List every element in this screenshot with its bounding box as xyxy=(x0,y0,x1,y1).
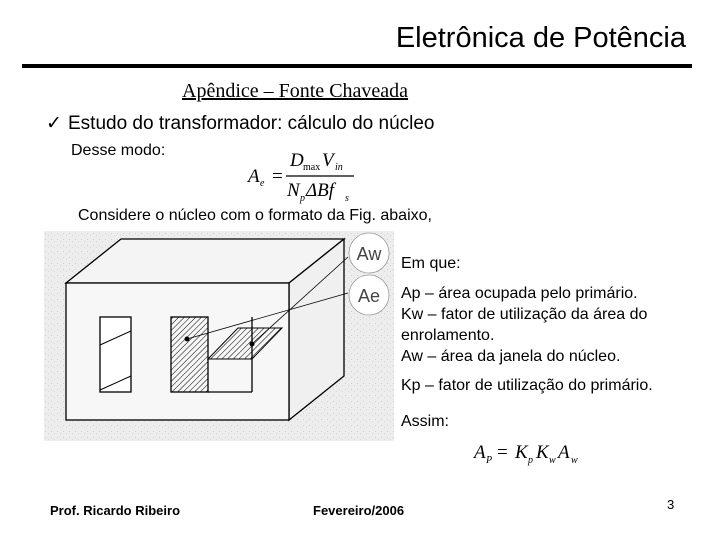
formula-lhs: A xyxy=(248,166,260,187)
formula-den-b-sub: s xyxy=(345,193,349,204)
title-divider xyxy=(22,64,692,68)
consider-text: Considere o núcleo com o formato da Fig. abaixo, xyxy=(78,207,432,224)
equals-sign: = xyxy=(272,166,283,187)
core-left-window xyxy=(100,317,131,392)
bullet-text: Estudo do transformador: cálculo do núcleo xyxy=(68,113,435,134)
page-number: 3 xyxy=(667,497,675,512)
legend-line-aw: Aw – área da janela do núcleo. xyxy=(401,348,621,365)
formula2-t1: K xyxy=(515,442,528,463)
slide-subtitle: Apêndice – Fonte Chaveada xyxy=(182,80,409,102)
assim-text: Assim: xyxy=(401,413,449,430)
formula2-t3-sub: w xyxy=(571,455,578,466)
formula-num-a: D xyxy=(290,150,304,171)
formula-num-a-sub: max xyxy=(303,162,321,173)
formula-den-a-sub: p xyxy=(300,193,305,204)
legend-list xyxy=(401,283,647,367)
formula-lhs-sub: e xyxy=(260,178,265,189)
formula-den-b: ΔBf xyxy=(306,180,335,201)
legend-line-kp: Kp – fator de utilização do primário. xyxy=(401,377,653,394)
bullet-item xyxy=(46,112,435,135)
ae-label: Ae xyxy=(357,286,381,306)
legend-line-kw-cont: enrolamento. xyxy=(401,327,495,344)
formula2-t2-sub: w xyxy=(549,455,556,466)
footer-author: Prof. Ricardo Ribeiro xyxy=(50,503,181,518)
formula-num-b: V xyxy=(322,150,334,171)
legend-line-kw: Kw – fator de utilização da área do xyxy=(401,306,648,323)
center-leg-area xyxy=(171,317,208,392)
legend-line-ap: Ap – área ocupada pelo primário. xyxy=(401,285,638,302)
formula-num-b-sub: in xyxy=(335,162,343,173)
transformer-core-figure xyxy=(44,231,394,441)
formula2-lhs-sub: P xyxy=(486,455,493,466)
legend-heading: Em que: xyxy=(401,255,461,272)
aw-label: Aw xyxy=(356,244,382,264)
lead-in-text: Desse modo: xyxy=(71,142,166,159)
footer-date: Fevereiro/2006 xyxy=(313,503,405,518)
equals-sign: = xyxy=(497,442,508,463)
formula-den-a: N xyxy=(287,180,300,201)
slide-title: Eletrônica de Potência xyxy=(395,22,686,54)
checkmark-icon: ✓ xyxy=(46,113,62,134)
core-area-formula xyxy=(242,146,382,206)
formula2-lhs: A xyxy=(474,442,486,463)
formula2-t3: A xyxy=(558,442,570,463)
formula2-t1-sub: p xyxy=(528,455,533,466)
window-area-formula xyxy=(472,436,602,470)
formula2-t2: K xyxy=(536,442,549,463)
